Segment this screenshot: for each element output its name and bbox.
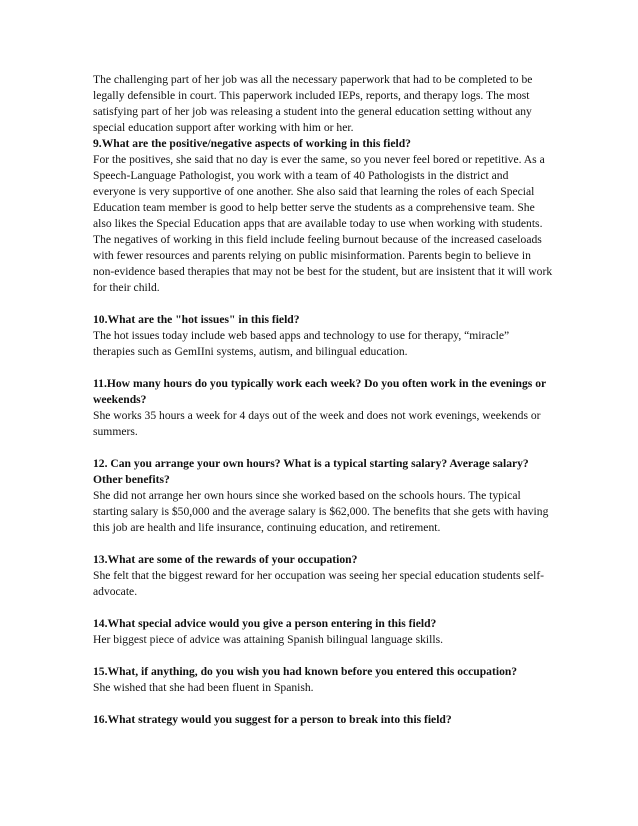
qa-block-12 [93, 456, 553, 536]
answer-paragraph: She felt that the biggest reward for her occupation was seeing her special education students self-advocate. [93, 569, 545, 598]
qa-block-11 [93, 376, 553, 440]
question-heading: 13.What are some of the rewards of your occupation? [93, 553, 358, 566]
question-heading: 12. Can you arrange your own hours? What is a typical starting salary? Average salary? Other benefits? [93, 457, 529, 486]
answer-paragraph: She did not arrange her own hours since she worked based on the schools hours. The typical starting salary is $50,000 and the average salary is $62,000. The benefits that she gets with having this job are health and life insurance, continuing education, and retirement. [93, 489, 549, 534]
answer-paragraph: She wished that she had been fluent in Spanish. [93, 681, 314, 694]
qa-block-14 [93, 616, 553, 648]
qa-block-13 [93, 552, 553, 600]
answer-paragraph: For the positives, she said that no day is ever the same, so you never feel bored or repetitive. As a Speech-Language Pathologist, you work with a team of 40 Pathologists in the district and everyone is very supportive of one another. She also said that learning the roles of each Special Education team member is good to help better serve the students as a comprehensive team. She also likes the Special Education apps that are available today to use when working with students. [93, 153, 545, 230]
question-heading: 9.What are the positive/negative aspects of working in this field? [93, 137, 411, 150]
answer-paragraph: The negatives of working in this field include feeling burnout because of the increased caseloads with fewer resources and parents relying on public misinformation. Parents begin to believe in non-evidence based therapies that may not be best for the student, but are insistent that it will work for their child. [93, 233, 553, 294]
qa-block-15 [93, 664, 553, 696]
answer-paragraph: The hot issues today include web based apps and technology to use for therapy, “miracle” therapies such as GemIIni systems, autism, and bilingual education. [93, 329, 510, 358]
answer-paragraph: She works 35 hours a week for 4 days out of the week and does not work evenings, weekends or summers. [93, 409, 541, 438]
question-heading: 15.What, if anything, do you wish you had known before you entered this occupation? [93, 665, 518, 678]
question-heading: 10.What are the "hot issues" in this field? [93, 313, 300, 326]
page-content [93, 72, 553, 744]
qa-block-10 [93, 312, 553, 360]
qa-block-9 [93, 136, 553, 296]
question-heading: 14.What special advice would you give a person entering in this field? [93, 617, 437, 630]
answer-paragraph: Her biggest piece of advice was attaining Spanish bilingual language skills. [93, 633, 443, 646]
intro-paragraph: The challenging part of her job was all the necessary paperwork that had to be completed to be legally defensible in court. This paperwork included IEPs, reports, and therapy logs. The most satisfying part of her job was releasing a student into the general education setting without any special education support after working with him or her. [93, 73, 533, 134]
question-heading: 11.How many hours do you typically work each week? Do you often work in the evenings or weekends? [93, 377, 546, 406]
qa-block-16 [93, 712, 553, 728]
question-heading: 16.What strategy would you suggest for a person to break into this field? [93, 713, 452, 726]
